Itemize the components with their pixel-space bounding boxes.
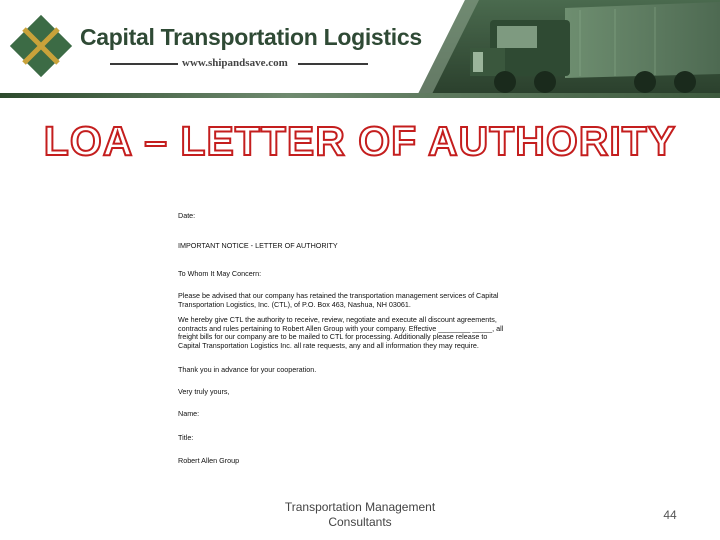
- page-number: 44: [663, 508, 677, 522]
- logo-diamond-icon: [8, 13, 74, 79]
- letter-paragraph-1: Please be advised that our company has retained the transportation management services of Capital Transportation Logistics, Inc. (CTL), of P.O. Box 463, Nashua, NH 03061.: [178, 291, 499, 309]
- footer-line-2: Consultants: [328, 515, 392, 529]
- truck-photo: [395, 0, 720, 96]
- brand-divider-left: [110, 63, 178, 65]
- company-website: www.shipandsave.com: [182, 57, 288, 69]
- company-name: Capital Transportation Logistics: [80, 24, 422, 50]
- letter-document: [178, 212, 508, 468]
- footer-text: [260, 500, 460, 530]
- letter-closing: Very truly yours,: [178, 387, 230, 396]
- letter-date-label: Date:: [178, 211, 196, 220]
- brand-divider-right: [298, 63, 368, 65]
- header-banner: [0, 0, 720, 100]
- letter-name-label: Name:: [178, 409, 200, 418]
- letter-thanks: Thank you in advance for your cooperation.: [178, 365, 317, 374]
- letter-notice-heading: IMPORTANT NOTICE - LETTER OF AUTHORITY: [178, 241, 338, 250]
- letter-title-label: Title:: [178, 433, 194, 442]
- letter-paragraph-2: We hereby give CTL the authority to receive, review, negotiate and execute all discount agreements, contracts and rules pertaining to Robert Allen Group with your company. Effective ________ _____, all freight bills for our company are to be mailed to CTL for processing. Additionally please release to Capital Transportation Logistics Inc. all rate requests, any and all information they may require.: [178, 315, 504, 350]
- slide-title: LOA – LETTER OF AUTHORITY: [43, 118, 677, 164]
- banner-divider: [0, 93, 720, 98]
- letter-company-signature: Robert Allen Group: [178, 456, 240, 465]
- footer-line-1: Transportation Management: [284, 500, 436, 514]
- letter-salutation: To Whom It May Concern:: [178, 269, 262, 278]
